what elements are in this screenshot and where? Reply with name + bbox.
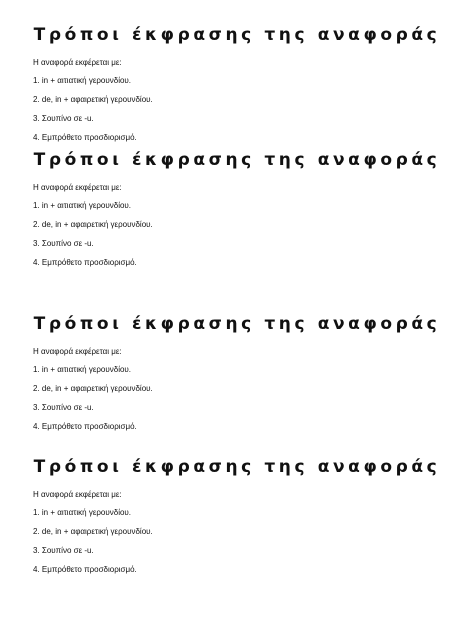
list-item: 4. Εμπρόθετο προσδιορισμό. [33,258,137,267]
list-item: 2. de, in + αφαιρετική γερουνδίου. [33,95,153,104]
list-item: 1. in + αιτιατική γερουνδίου. [33,508,132,517]
list-item: 1. in + αιτιατική γερουνδίου. [33,201,132,210]
section-title: Τρόποι έκφρασης της αναφοράς [33,150,441,170]
list-item: 2. de, in + αφαιρετική γερουνδίου. [33,220,153,229]
section-intro: Η αναφορά εκφέρεται με: [33,183,122,192]
list-item: 2. de, in + αφαιρετική γερουνδίου. [33,384,153,393]
section-intro: Η αναφορά εκφέρεται με: [33,58,122,67]
list-item: 4. Εμπρόθετο προσδιορισμό. [33,133,137,142]
section-title: Τρόποι έκφρασης της αναφοράς [33,457,441,477]
list-item: 1. in + αιτιατική γερουνδίου. [33,76,132,85]
list-item: 4. Εμπρόθετο προσδιορισμό. [33,422,137,431]
section-intro: Η αναφορά εκφέρεται με: [33,347,122,356]
list-item: 3. Σουπίνο σε -u. [33,239,94,248]
list-item: 3. Σουπίνο σε -u. [33,114,94,123]
section-title: Τρόποι έκφρασης της αναφοράς [33,25,441,45]
list-item: 2. de, in + αφαιρετική γερουνδίου. [33,527,153,536]
section-title: Τρόποι έκφρασης της αναφοράς [33,314,441,334]
list-item: 1. in + αιτιατική γερουνδίου. [33,365,132,374]
list-item: 3. Σουπίνο σε -u. [33,403,94,412]
list-item: 4. Εμπρόθετο προσδιορισμό. [33,565,137,574]
list-item: 3. Σουπίνο σε -u. [33,546,94,555]
section-intro: Η αναφορά εκφέρεται με: [33,490,122,499]
